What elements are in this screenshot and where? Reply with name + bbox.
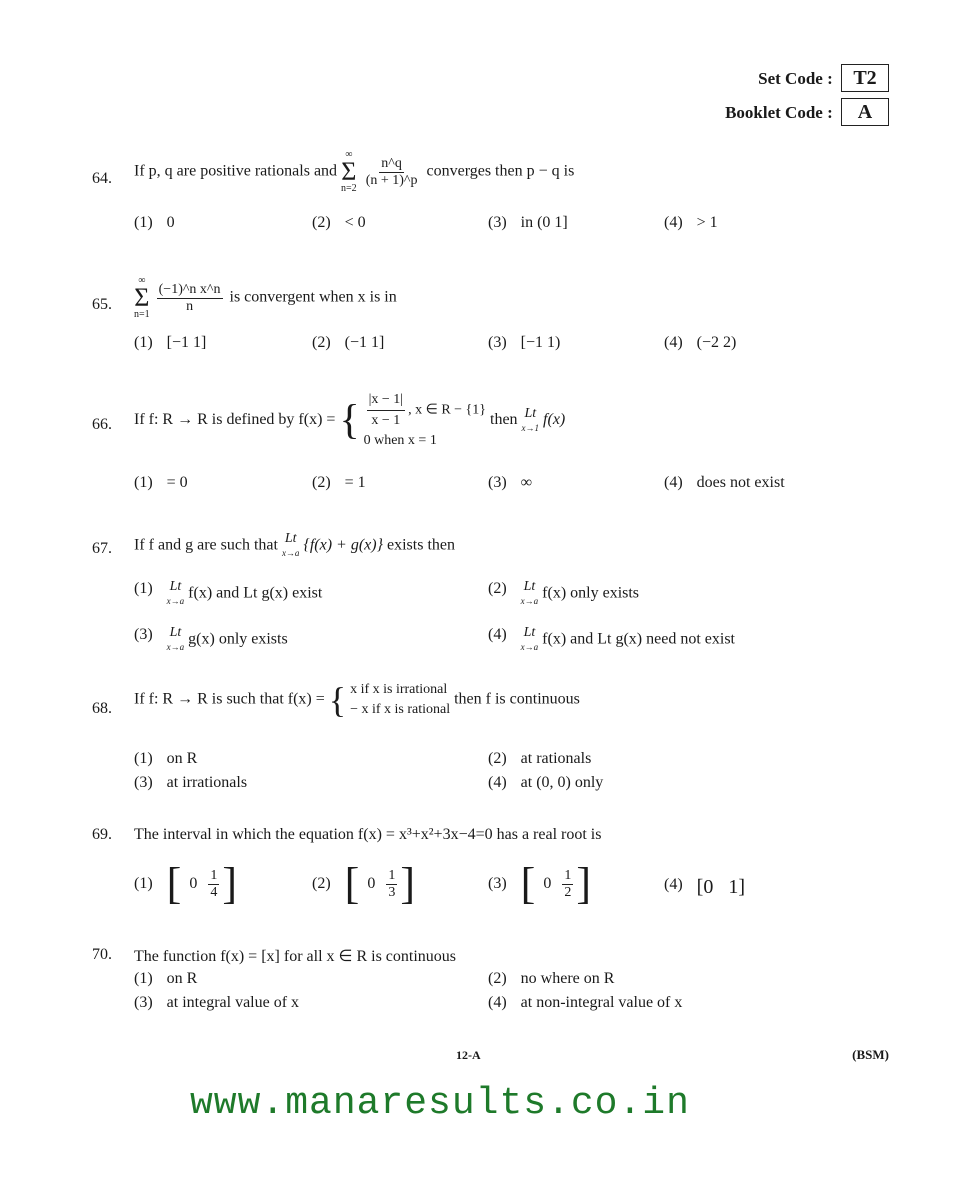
frac-denominator: 3 — [388, 884, 396, 900]
limit-sub: x→a — [520, 596, 539, 606]
question-stem — [134, 276, 397, 320]
limit-expression: {f(x) + g(x)} — [303, 536, 383, 554]
option-text: 0 — [166, 214, 175, 231]
option-number: (2) — [312, 875, 331, 892]
question-number: 67. — [92, 540, 112, 557]
option-number: (4) — [488, 994, 507, 1011]
left-bracket-icon: [ — [520, 859, 536, 908]
option-text: at irrationals — [166, 774, 248, 791]
option-number: (4) — [664, 474, 683, 491]
option-text: does not exist — [696, 474, 785, 491]
option-number: (1) — [134, 214, 153, 231]
summation — [341, 150, 357, 194]
question-number: 64. — [92, 170, 112, 187]
question-number: 66. — [92, 416, 112, 433]
option-number: (1) — [134, 580, 153, 597]
question-number: 69. — [92, 826, 112, 843]
page-code: 12-A — [456, 1048, 481, 1062]
option-1 — [134, 859, 237, 908]
option-text: f(x) only exists — [542, 584, 640, 602]
option-4 — [664, 214, 718, 232]
option-number: (3) — [488, 334, 507, 351]
option-2 — [312, 334, 384, 352]
stem-text: If f: R → R is defined by f(x) = — [134, 411, 336, 429]
set-code-value: T2 — [841, 64, 889, 92]
sum-lower: n=1 — [134, 309, 150, 320]
limit — [167, 626, 185, 654]
option-4 — [488, 626, 735, 654]
limit-word: Lt — [524, 405, 537, 421]
option-number: (4) — [664, 334, 683, 351]
interval-lower: 0 — [189, 875, 198, 892]
case-1 — [364, 390, 486, 431]
option-number: (1) — [134, 970, 153, 987]
option-text: f(x) and Lt g(x) exist — [188, 584, 323, 602]
option-text: at (0, 0) only — [520, 774, 604, 791]
interval — [166, 859, 237, 908]
sum-upper: ∞ — [345, 149, 353, 160]
option-2 — [312, 474, 366, 492]
stem-text: is convergent when x is in — [229, 288, 397, 306]
left-bracket-icon: [ — [344, 859, 360, 908]
fraction — [386, 868, 397, 901]
frac-denominator: 2 — [564, 884, 572, 900]
option-1 — [134, 214, 175, 232]
left-brace-icon: { — [339, 397, 360, 444]
stem-text: If f and g are such that — [134, 536, 278, 554]
case-condition: , x ∈ R − {1} — [408, 402, 486, 418]
limit-function: f(x) — [543, 411, 566, 429]
option-3 — [488, 334, 560, 352]
watermark-link[interactable]: www.manaresults.co.in — [190, 1082, 690, 1125]
right-bracket-icon: ] — [576, 859, 591, 908]
option-text: in (0 1] — [520, 214, 568, 231]
booklet-code-label: Booklet Code : — [725, 103, 833, 122]
fraction — [562, 868, 573, 901]
question-stem: The interval in which the equation f(x) = x³+x²+3x−4=0 has a real root is — [134, 826, 602, 843]
frac-denominator: x − 1 — [371, 413, 401, 428]
option-3 — [134, 994, 299, 1012]
stem-text: If f: R → R is such that f(x) = — [134, 690, 325, 708]
option-1 — [134, 580, 322, 608]
question-stem — [134, 680, 580, 720]
frac-numerator: (−1)^n x^n — [158, 281, 221, 297]
fraction — [157, 282, 223, 315]
option-2 — [488, 580, 639, 608]
right-bracket-icon: ] — [222, 859, 237, 908]
option-number: (2) — [488, 970, 507, 987]
stem-text: exists then — [387, 536, 455, 554]
question-stem — [134, 390, 565, 451]
option-number: (1) — [134, 875, 153, 892]
header-codes — [725, 64, 889, 132]
limit-word: Lt — [169, 625, 182, 640]
option-number: (1) — [134, 334, 153, 351]
option-number: (2) — [488, 580, 507, 597]
frac-numerator: 1 — [388, 867, 396, 883]
option-number: (4) — [488, 626, 507, 643]
option-3 — [488, 474, 532, 492]
interval — [344, 859, 415, 908]
booklet-code-row — [725, 98, 889, 132]
question-number: 70. — [92, 946, 112, 963]
option-2 — [312, 859, 415, 908]
option-4 — [664, 876, 745, 899]
option-1 — [134, 474, 188, 492]
frac-denominator: n — [186, 298, 194, 314]
fraction — [367, 390, 406, 431]
option-4 — [488, 774, 603, 792]
frac-numerator: 1 — [210, 867, 218, 883]
limit-sub: x→a — [520, 642, 539, 652]
option-number: (1) — [134, 750, 153, 767]
option-number: (2) — [488, 750, 507, 767]
option-text: > 1 — [696, 214, 718, 231]
limit — [522, 407, 540, 435]
limit-sub: x→a — [281, 548, 300, 558]
booklet-code-value: A — [841, 98, 889, 126]
interval — [520, 859, 591, 908]
case-2: 0 when x = 1 — [363, 433, 437, 448]
fraction — [208, 868, 219, 901]
option-2 — [488, 970, 614, 988]
question-number: 68. — [92, 700, 112, 717]
stem-text: If p, q are positive rationals and — [134, 162, 338, 180]
limit — [282, 532, 300, 560]
option-number: (3) — [488, 474, 507, 491]
option-4 — [664, 474, 785, 492]
option-4 — [488, 994, 682, 1012]
limit-word: Lt — [523, 625, 536, 640]
frac-numerator: |x − 1| — [367, 390, 406, 411]
sigma-icon: Σ — [134, 283, 150, 312]
stem-text: converges then p − q is — [426, 162, 575, 180]
summation — [134, 276, 150, 320]
option-1 — [134, 970, 197, 988]
option-number: (2) — [312, 214, 331, 231]
sigma-icon: Σ — [341, 157, 357, 186]
question-number: 65. — [92, 296, 112, 313]
option-3 — [134, 626, 288, 654]
series-code: (BSM) — [852, 1047, 889, 1062]
piecewise-cases — [350, 680, 450, 720]
option-text: at non-integral value of x — [520, 994, 683, 1011]
option-text: < 0 — [344, 214, 366, 231]
limit-word: Lt — [169, 579, 182, 594]
option-text: on R — [166, 970, 198, 987]
question-stem: The function f(x) = [x] for all x ∈ R is continuous — [134, 948, 457, 965]
option-text: [−1 1] — [166, 334, 207, 351]
option-number: (2) — [312, 334, 331, 351]
case-1: x if x is irrational — [350, 682, 448, 697]
option-text: on R — [166, 750, 198, 767]
option-text: ∞ — [520, 474, 533, 491]
question-stem — [134, 532, 455, 560]
sum-lower: n=2 — [341, 183, 357, 194]
piecewise-cases — [364, 390, 486, 451]
option-text: at integral value of x — [166, 994, 300, 1011]
frac-numerator: n^q — [381, 155, 402, 171]
option-number: (3) — [134, 774, 153, 791]
option-text: = 0 — [166, 474, 188, 491]
option-text: f(x) and Lt g(x) need not exist — [542, 630, 735, 648]
option-2 — [312, 214, 366, 232]
set-code-row — [725, 64, 889, 98]
limit-sub: x→1 — [521, 422, 540, 433]
left-bracket-icon: [ — [166, 859, 182, 908]
left-brace-icon: { — [328, 680, 347, 720]
option-number: (4) — [664, 214, 683, 231]
option-text: = 1 — [344, 474, 366, 491]
limit-sub: x→a — [166, 596, 185, 606]
frac-denominator: (n + 1)^p — [365, 172, 418, 188]
sum-upper: ∞ — [138, 275, 146, 286]
option-4 — [664, 334, 736, 352]
stem-text: then — [490, 411, 518, 429]
limit-word: Lt — [284, 531, 297, 546]
option-text: at rationals — [520, 750, 592, 767]
option-3 — [488, 859, 591, 908]
option-text: no where on R — [520, 970, 615, 987]
option-number: (1) — [134, 474, 153, 491]
frac-numerator: 1 — [564, 867, 572, 883]
interval-lower: 0 — [543, 875, 552, 892]
fraction — [364, 156, 420, 189]
limit — [521, 580, 539, 608]
limit-sub: x→a — [166, 642, 185, 652]
set-code-label: Set Code : — [758, 69, 833, 88]
frac-denominator: 4 — [210, 884, 218, 900]
option-2 — [488, 750, 591, 768]
option-1 — [134, 334, 206, 352]
limit-word: Lt — [523, 579, 536, 594]
option-number: (3) — [488, 214, 507, 231]
option-text: (−2 2) — [696, 334, 737, 351]
option-3 — [488, 214, 568, 232]
option-number: (3) — [134, 994, 153, 1011]
option-3 — [134, 774, 247, 792]
option-text: g(x) only exists — [188, 630, 288, 648]
question-stem — [134, 150, 574, 194]
option-text: (−1 1] — [344, 334, 385, 351]
limit — [521, 626, 539, 654]
option-number: (2) — [312, 474, 331, 491]
option-text: [0 1] — [696, 876, 745, 898]
right-bracket-icon: ] — [400, 859, 415, 908]
stem-text: then f is continuous — [454, 690, 580, 708]
option-number: (4) — [488, 774, 507, 791]
option-1 — [134, 750, 197, 768]
option-text: [−1 1) — [520, 334, 561, 351]
limit — [167, 580, 185, 608]
interval-lower: 0 — [367, 875, 376, 892]
option-number: (3) — [134, 626, 153, 643]
case-2: − x if x is rational — [350, 702, 451, 717]
option-number: (3) — [488, 875, 507, 892]
option-number: (4) — [664, 876, 683, 893]
